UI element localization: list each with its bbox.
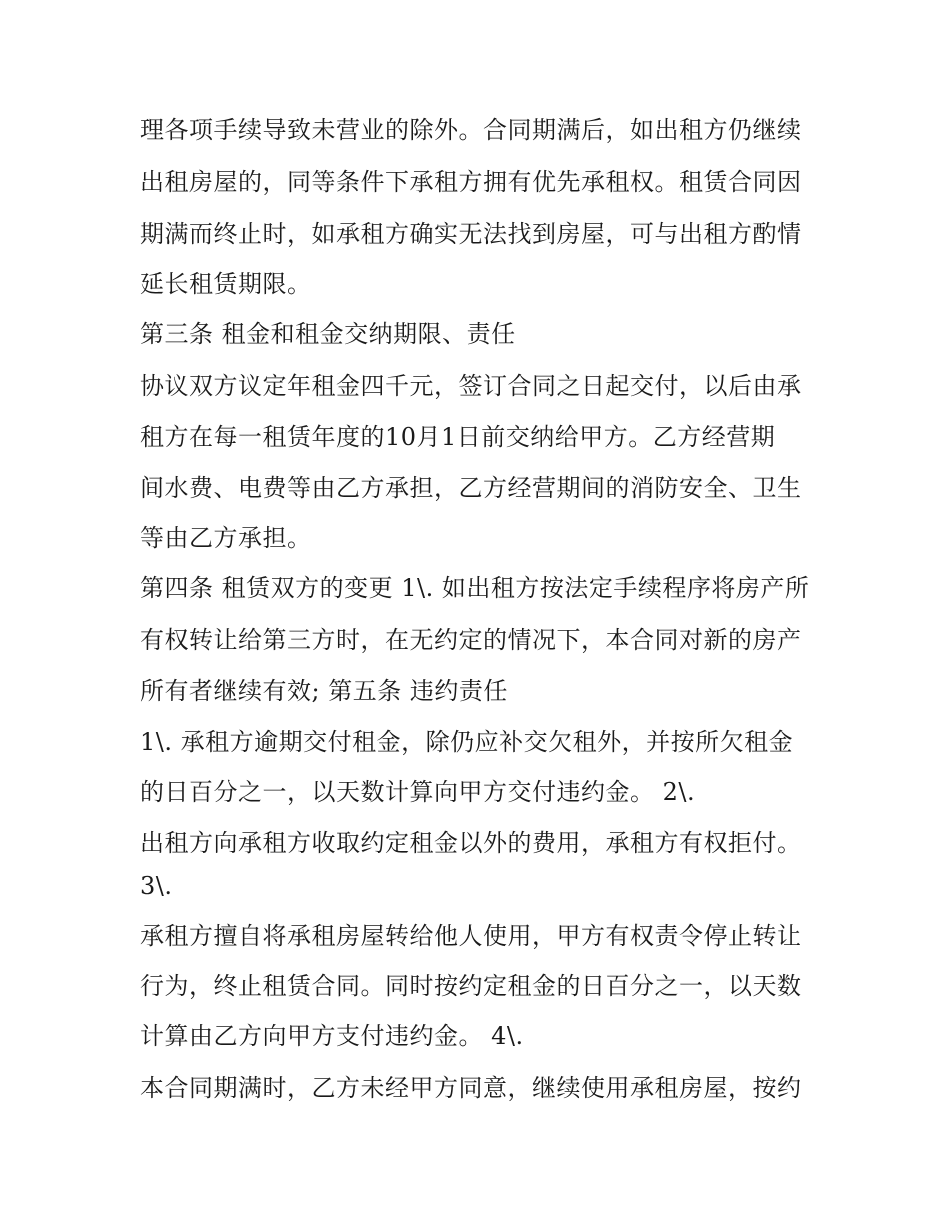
- text-line: 第四条 租赁双方的变更 1\. 如出租方按法定手续程序将房产所: [140, 574, 810, 602]
- text-line: 出租房屋的，同等条件下承租方拥有优先承租权。租赁合同因: [140, 168, 802, 196]
- text-line: 租方在每一租赁年度的10月1日前交纳给甲方。乙方经营期: [140, 423, 776, 451]
- text-line: 计算由乙方向甲方支付违约金。 4\.: [140, 1022, 524, 1050]
- text-line: 间水费、电费等由乙方承担，乙方经营期间的消防安全、卫生: [140, 474, 802, 502]
- text-line: 的日百分之一，以天数计算向甲方交付违约金。 2\.: [140, 778, 696, 806]
- text-line: 承租方擅自将承租房屋转给他人使用，甲方有权责令停止转让: [140, 922, 802, 950]
- text-line: 理各项手续导致未营业的除外。合同期满后，如出租方仍继续: [140, 116, 802, 144]
- section-heading: 第三条 租金和租金交纳期限、责任: [140, 320, 516, 348]
- text-line: 有权转让给第三方时，在无约定的情况下，本合同对新的房产: [140, 626, 802, 654]
- text-line: 本合同期满时，乙方未经甲方同意，继续使用承租房屋，按约: [140, 1074, 802, 1102]
- text-line: 期满而终止时，如承租方确实无法找到房屋，可与出租方酌情: [140, 220, 802, 248]
- text-line: 延长租赁期限。: [140, 270, 312, 298]
- text-line: 等由乙方承担。: [140, 524, 312, 552]
- text-line: 3\.: [140, 872, 173, 900]
- text-line: 所有者继续有效; 第五条 违约责任: [140, 677, 508, 705]
- text-line: 1\. 承租方逾期交付租金，除仍应补交欠租外，并按所欠租金: [140, 728, 794, 756]
- text-line: 出租方向承租方收取约定租金以外的费用，承租方有权拒付。: [140, 829, 802, 857]
- text-line: 协议双方议定年租金四千元，签订合同之日起交付，以后由承: [140, 372, 802, 400]
- text-line: 行为，终止租赁合同。同时按约定租金的日百分之一，以天数: [140, 972, 802, 1000]
